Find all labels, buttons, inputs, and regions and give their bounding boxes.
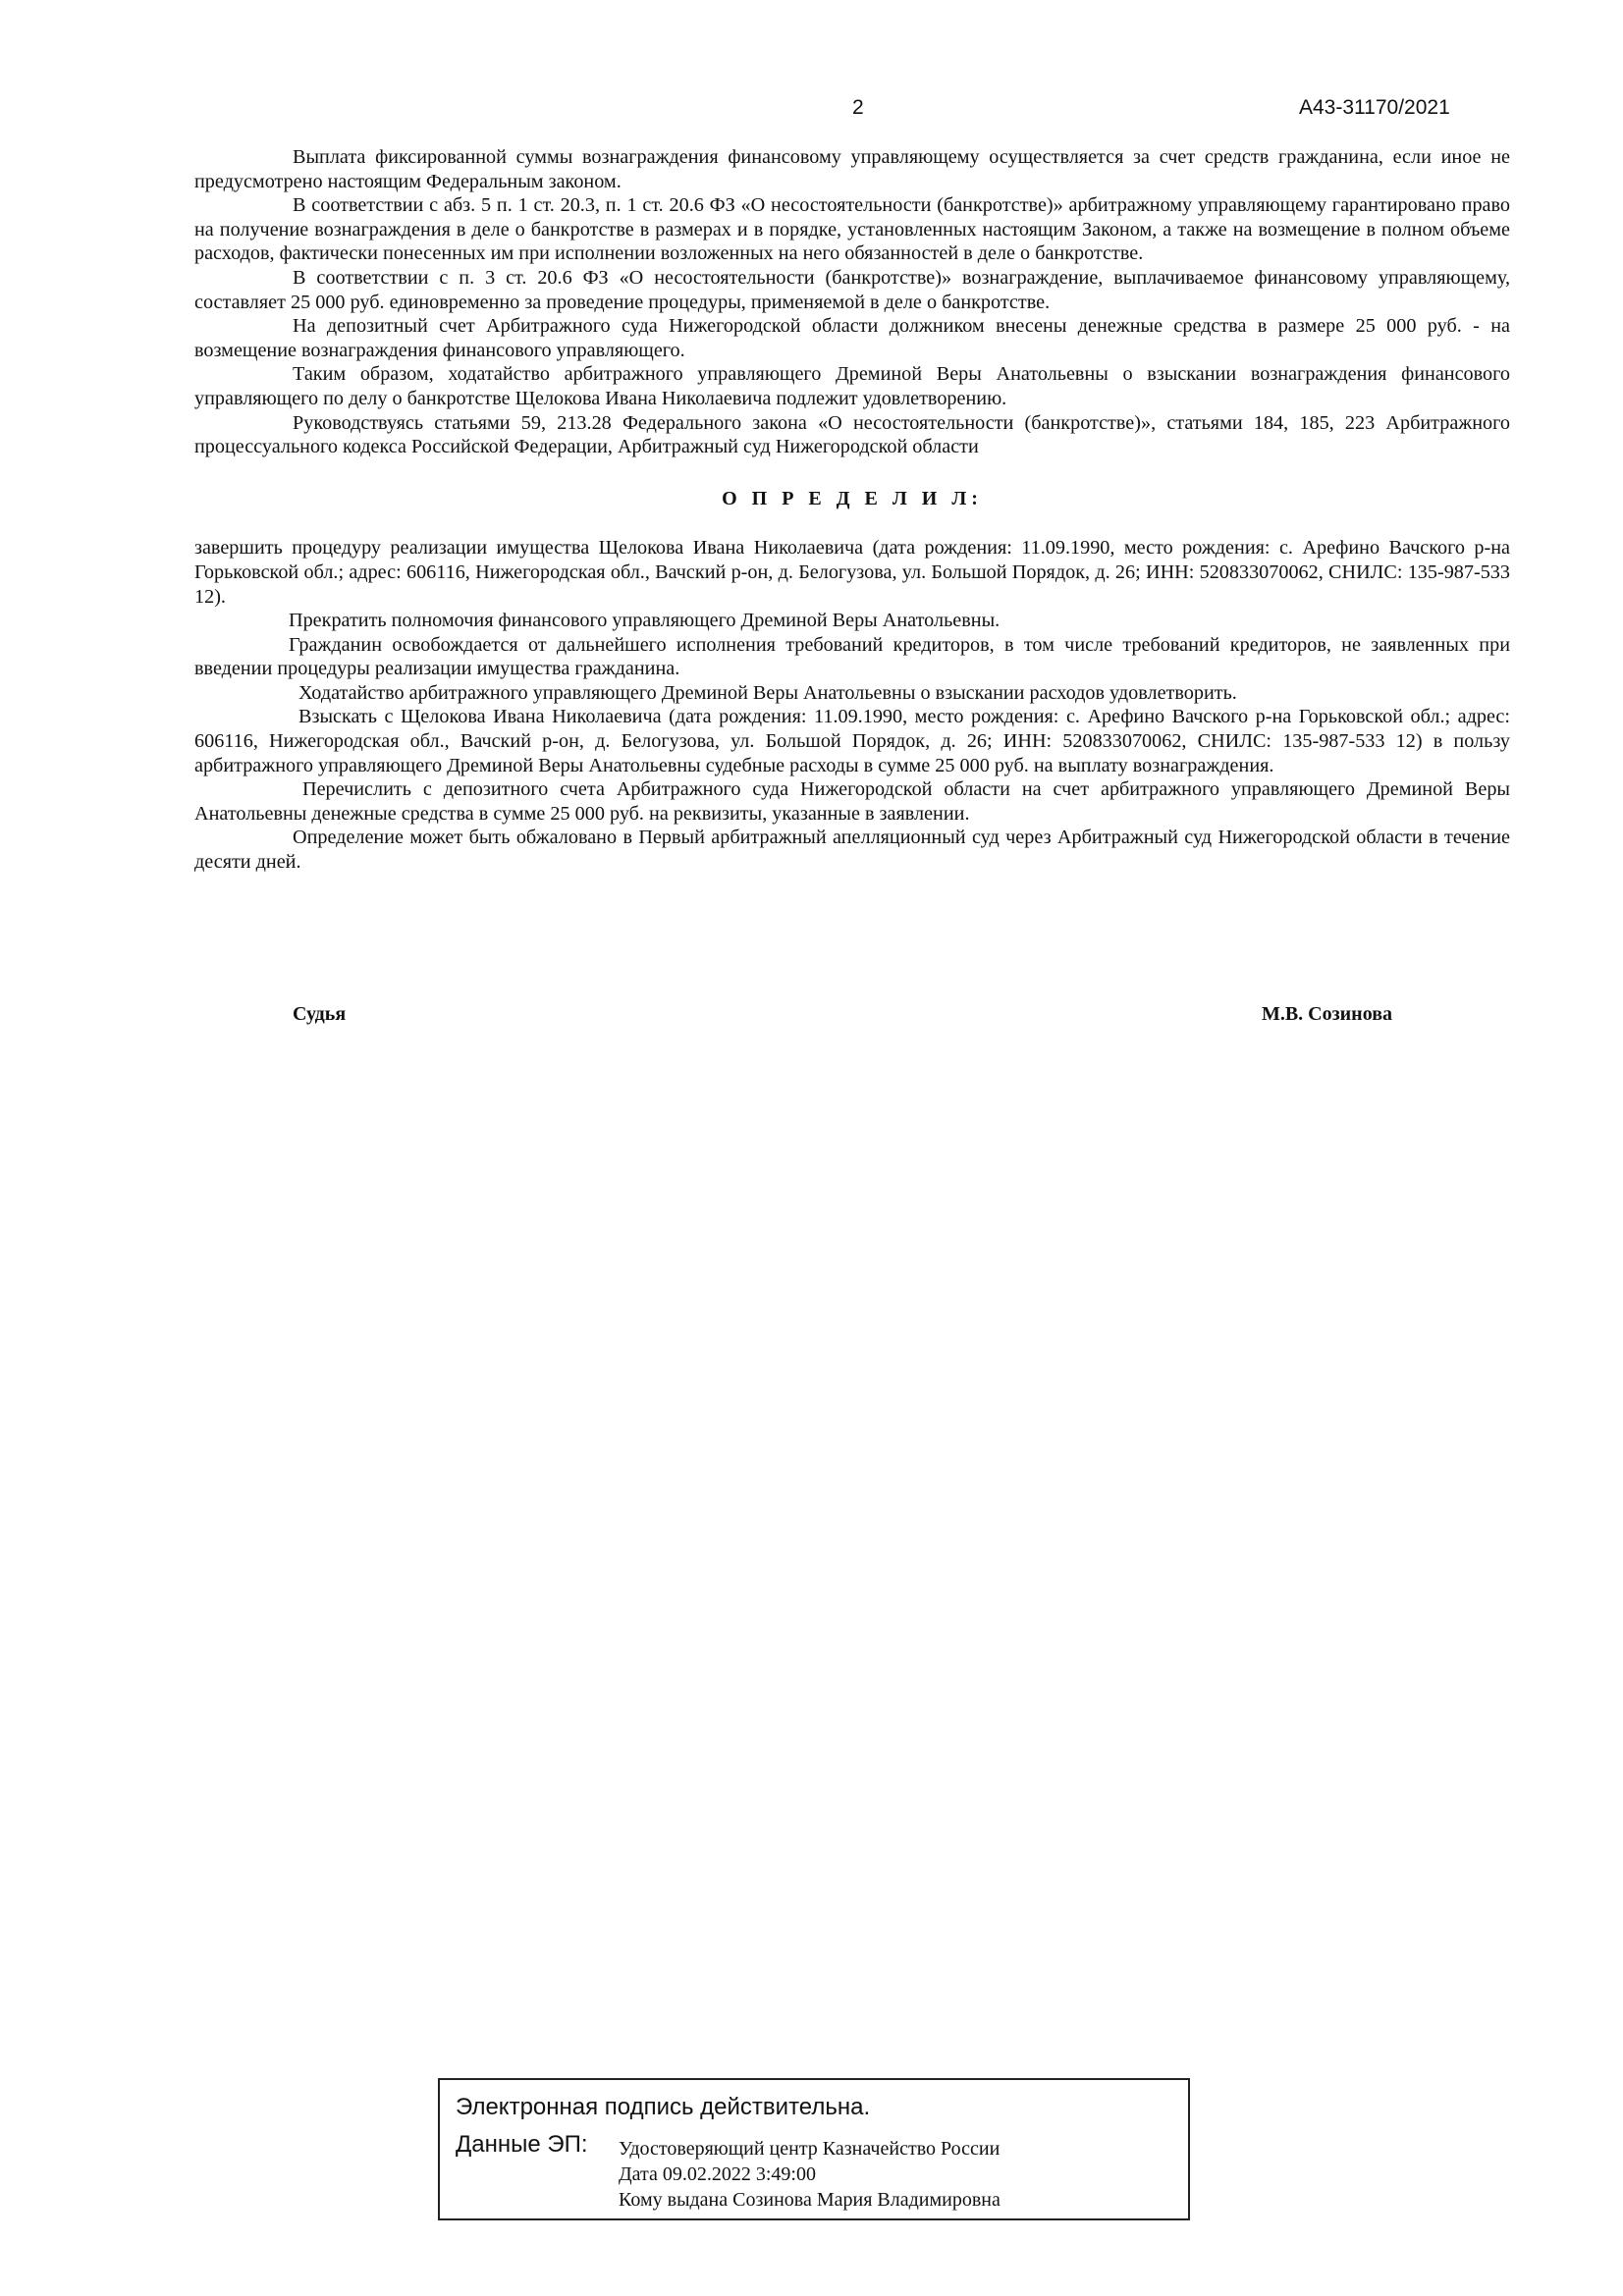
paragraph: В соответствии с п. 3 ст. 20.6 ФЗ «О несостоятельности (банкротстве)» вознаграждение, выплачиваемое финансовому управляющему, составляет 25 000 руб. единовременно за проведение процедуры, применяемой в деле о банкротстве. <box>194 266 1510 313</box>
signature-role: Судья <box>293 1003 347 1025</box>
e-signature-details <box>619 2136 1001 2213</box>
signature-block <box>293 1003 1392 1026</box>
e-signature-date: Дата 09.02.2022 3:49:00 <box>619 2163 816 2185</box>
ruling-paragraph: Ходатайство арбитражного управляющего Дреминой Веры Анатольевны о взыскании расходов удовлетворить. <box>298 681 1237 704</box>
e-signature-issued-to: Кому выдана Созинова Мария Владимировна <box>619 2189 1001 2211</box>
paragraph: Таким образом, ходатайство арбитражного управляющего Дреминой Веры Анатольевны о взыскании вознаграждения финансового управляющего по делу о банкротстве Щелокова Ивана Николаевича подлежит удовлетворению. <box>194 363 1510 409</box>
page-number: 2 <box>852 96 864 119</box>
e-signature-box <box>438 2078 1190 2220</box>
ruling-paragraph: Гражданин освобождается от дальнейшего исполнения требований кредиторов, в том числе требований кредиторов, не заявленных при введении процедуры реализации имущества гражданина. <box>194 633 1510 680</box>
ruling-heading: О П Р Е Д Е Л И Л: <box>722 487 983 509</box>
ruling-paragraph: завершить процедуру реализации имущества Щелокова Ивана Николаевича (дата рождения: 11.09.1990, место рождения: с. Арефино Вачского р-на Горьковской обл.; адрес: 606116, Нижегородская обл., Вачский р-он, д. Белогузова, ул. Большой Порядок, д. 26; ИНН: 520833070062, СНИЛС: 135-987-533 12). <box>194 537 1510 608</box>
document-body <box>194 145 1510 875</box>
case-number: А43-31170/2021 <box>1299 96 1450 119</box>
ruling-paragraph: Взыскать с Щелокова Ивана Николаевича (дата рождения: 11.09.1990, место рождения: с. Арефино Вачского р-на Горьковской обл.; адрес: 606116, Нижегородская обл., Вачский р-он, д. Белогузова, ул. Большой Порядок, д. 26; ИНН: 520833070062, СНИЛС: 135-987-533 12) в пользу арбитражного управляющего Дреминой Веры Анатольевны судебные расходы в сумме 25 000 руб. на выплату вознаграждения. <box>194 706 1510 776</box>
paragraph: В соответствии с абз. 5 п. 1 ст. 20.3, п. 1 ст. 20.6 ФЗ «О несостоятельности (банкротстве)» арбитражному управляющему гарантировано право на получение вознаграждения в деле о банкротстве в размерах и в порядке, установленных настоящим Законом, а также на возмещение в полном объеме расходов, фактически понесенных им при исполнении возложенных на него обязанностей в деле о банкротстве. <box>194 194 1510 265</box>
e-signature-label: Данные ЭП: <box>456 2131 588 2158</box>
ruling-paragraph: Определение может быть обжаловано в Первый арбитражный апелляционный суд через Арбитражный суд Нижегородской области в течение десяти дней. <box>194 827 1510 874</box>
judge-name: М.В. Созинова <box>1261 1003 1392 1025</box>
paragraph: Выплата фиксированной суммы вознаграждения финансовому управляющему осуществляется за счет средств гражданина, если иное не предусмотрено настоящим Федеральным законом. <box>194 146 1510 192</box>
e-signature-issuer: Удостоверяющий центр Казначейство России <box>619 2138 1001 2160</box>
e-signature-title: Электронная подпись действительна. <box>456 2094 871 2120</box>
paragraph: Руководствуясь статьями 59, 213.28 Федерального закона «О несостоятельности (банкротстве)», статьями 184, 185, 223 Арбитражного процессуального кодекса Российской Федерации, Арбитражный суд Нижегородской области <box>194 411 1510 458</box>
ruling-paragraph: Прекратить полномочия финансового управляющего Дреминой Веры Анатольевны. <box>289 610 1001 632</box>
paragraph: На депозитный счет Арбитражного суда Нижегородской области должником внесены денежные средства в размере 25 000 руб. - на возмещение вознаграждения финансового управляющего. <box>194 315 1510 361</box>
ruling-paragraph: Перечислить с депозитного счета Арбитражного суда Нижегородской области на счет арбитражного управляющего Дреминой Веры Анатольевны денежные средства в сумме 25 000 руб. на реквизиты, указанные в заявлении. <box>194 778 1510 825</box>
